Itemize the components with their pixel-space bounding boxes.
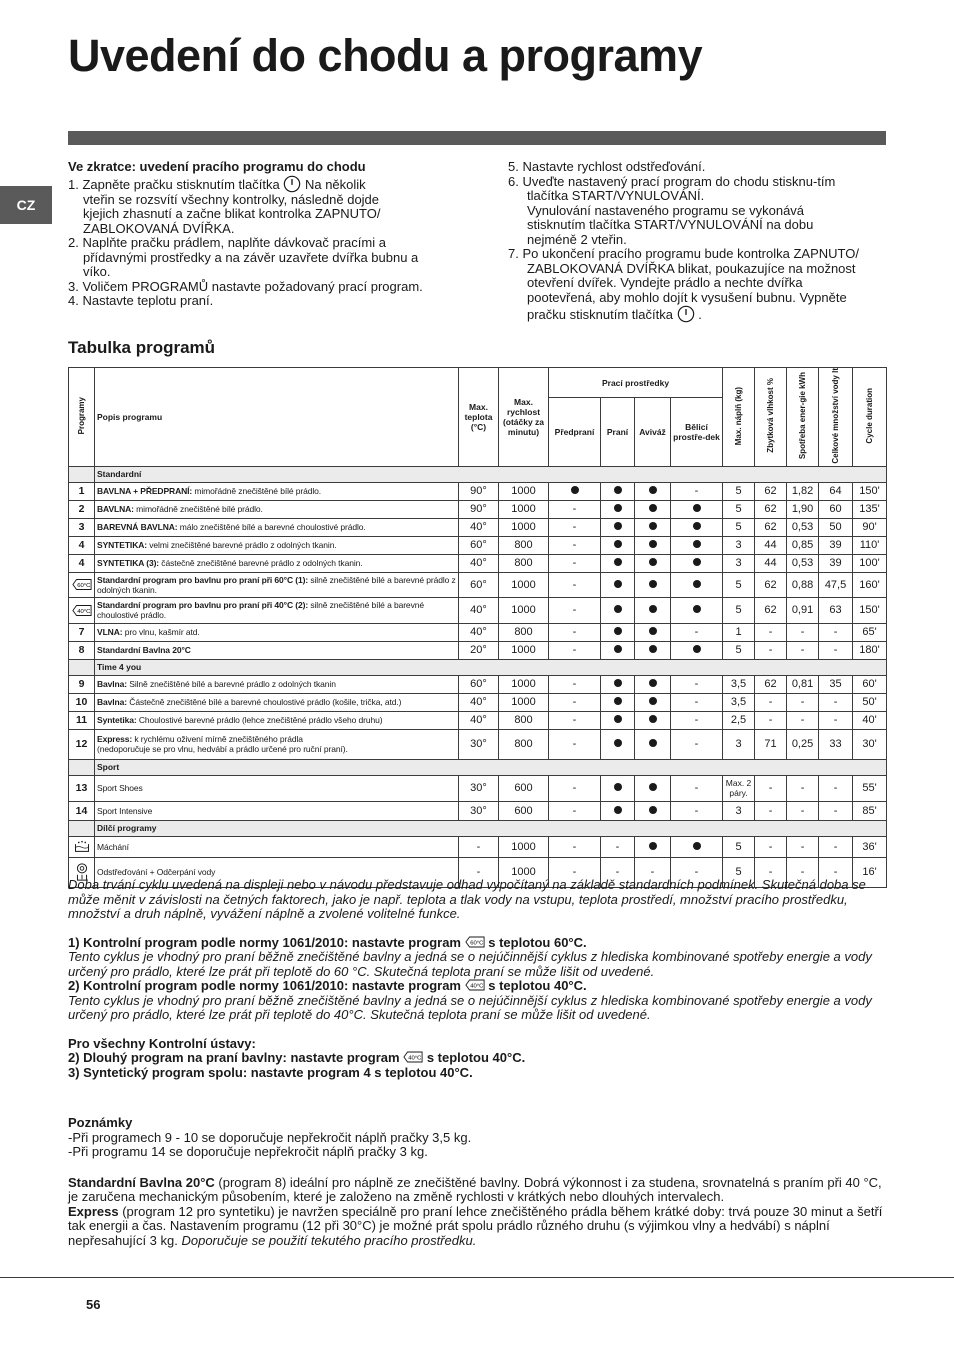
bullet-dot xyxy=(649,806,657,814)
header-bleach: Bělicí prostře-dek xyxy=(671,398,723,466)
bullet-dot xyxy=(649,715,657,723)
table-row: 10 Bavlna: Částečně znečištěné bílé a barevné choulostivé prádlo (košile, trička, atd.) 40° 1000 - - 3,5 - - - 50' xyxy=(69,693,887,711)
header-max-temp: Max. teplota (°C) xyxy=(459,368,499,467)
control-program-2-heading: 2) Kontrolní program podle normy 1061/2010: nastavte program xyxy=(68,978,461,993)
header-energy: Spotřeba ener-gie kWh xyxy=(787,368,819,467)
express-note: Express (program 12 pro syntetiku) je navržen speciálně pro praní lehce znečištěného prádla během krátké doby: trvá pouze 30 minut a šetří tak energii a čas. Nastavením programu (12 při 30°C) je možné prát spolu prádlo různého druhu (s výjimkou vlny a hedvábí) s náplní nepřesahující 3 kg. Doporučuje se použití tekutého pracího prostředku. xyxy=(68,1203,883,1248)
bullet-dot xyxy=(614,679,622,687)
bullet-dot xyxy=(614,697,622,705)
bullet-dot xyxy=(649,540,657,548)
table-row: Odstřeďování + Odčerpání vody - 1000 - - - - 5 - - - 16' xyxy=(69,857,887,887)
power-icon xyxy=(677,305,695,323)
svg-text:40°C: 40°C xyxy=(76,608,90,615)
program-table xyxy=(68,367,887,888)
bullet-dot xyxy=(649,558,657,566)
page-number: 56 xyxy=(86,1297,101,1312)
svg-text:40°C: 40°C xyxy=(408,1055,422,1062)
footer-divider xyxy=(0,1277,954,1278)
intro-right-column: 5. Nastavte rychlost odstřeďování. 6. Uveďte nastavený prací program do chodu stisknu-tím tlačítka START/VYNULOVÁNÍ. Vynulování nastaveného programu se vykonává stisknutím tlačítka START/VYNULOVÁNÍ na dobu nejméně 2 vteřin. 7. Po ukončení pracího programu bude kontrolka ZAPNUTO/ ZABLOKOVANÁ DVÍŘKA blikat, poukazujíce na možnost otevření dvířek. Vyndejte prádlo a nechte dvířka pootevřená, aby mohlo dojít k vysušení bubnu. Vypněte pračku stisknutím tlačítka . xyxy=(508,160,886,323)
remarks-heading: Poznámky xyxy=(68,1115,133,1130)
bullet-dot xyxy=(649,605,657,613)
power-icon xyxy=(283,175,301,193)
table-row: 13 Sport Shoes 30° 600 - - Max. 2 páry. - - - 55' xyxy=(69,775,887,801)
notes-section: Doba trvání cyklu uvedená na displeji nebo v návodu představuje odhad vypočítaný na základě standardních podmínek. Skutečná doba se může měnit v závislosti na četných faktorech, jako je např. teplota a tlak vody na vstupu, teplota prostředí, množství pracího prostředku, množství a druh náplně, vyvážení náplně a zvolené volitelné funkce. 1) Kontrolní program podle normy 1061/2010: nastavte program 60°C s teplotou 60°C. Tento cyklus je vhodný pro praní běžně znečištěné bavlny a jedná se o nejúčinnější cyklus z hlediska kombinované spotřeby energie a vody určený pro prádlo, které lze prát při teplotě do 60 °C. Skutečná teplota praní se může lišit od uvedené. 2) Kontrolní program podle normy 1061/2010: nastavte program 40°C s teplotou 40°C. Tento cyklus je vhodný pro praní běžně znečištěné bavlny a jedná se o nejúčinnější cyklus z hlediska kombinované spotřeby energie a vody určený pro prádlo, které lze prát při teplotě do 40°C. Skutečná teplota praní se může lišit od uvedené. Pro všechny Kontrolní ústavy: 2) Dlouhý program na praní bavlny: nastavte program 40°C s teplotou 40°C. 3) Syntetický program spolu: nastavte program 4 s teplotou 40°C. Poznámky -Při programech 9 - 10 se doporučuje nepřekročit náplň pračky 3,5 kg. -Při programu 14 se doporučuje nepřekročit náplň pračky 3 kg. Standardní Bavlna 20°C (program 8) ideální pro náplně ze znečištěné bavlny. Dobrá výkonnost i za studena, srovnatelná s praním při 40 °C, je zaručena mechanickým působením, které je založeno na změně rychlosti v krátkých nebo dlouhých intervalech. Express (program 12 pro syntetiku) je navržen speciálně pro praní lehce znečištěného prádla během krátké doby: trvá pouze 30 minut a šetří tak energii a čas. Nastavením programu (12 při 30°C) je možné prát spolu prádlo různého druhu (s výjimkou vlny a hedvábí) s náplní nepřesahující 3 kg. Doporučuje se použití tekutého pracího prostředku. xyxy=(68,878,886,1248)
bullet-dot xyxy=(571,486,579,494)
bullet-dot xyxy=(614,806,622,814)
header-residual-moisture: Zbytková vlhkost % xyxy=(755,368,787,467)
table-row: 40°C Standardní program pro bavlnu pro praní při 40°C (2): silně znečištěné bílé a barevné choulostivé prádlo. 40° 1000 - 5 62 0,91 63 150' xyxy=(69,597,887,623)
section-row: Standardní xyxy=(69,466,887,482)
bullet-dot xyxy=(649,645,657,653)
table-row: 4 SYNTETIKA (3): částečně znečištěné barevné prádlo z odolných tkanin. 40° 800 - 3 44 0,53 39 100' xyxy=(69,554,887,572)
bullet-dot xyxy=(693,842,701,850)
bullet-dot xyxy=(614,783,622,791)
bullet-dot xyxy=(649,679,657,687)
bullet-dot xyxy=(649,580,657,588)
intro-left-column: Ve zkratce: uvedení pracího programu do chodu 1. Zapněte pračku stisknutím tlačítka Na několik vteřin se rozsvítí všechny kontrolky, následně dojde kjejich zhasnutí a začne blikat kontrolka ZAPNUTO/ ZABLOKOVANÁ DVÍŘKA. 2. Naplňte pračku prádlem, naplňte dávkovač pracími a přídavnými prostředky a na závěr uzavřete dvířka bubnu a víko. 3. Voličem PROGRAMŮ nastavte požadovaný prací program. 4. Nastavte teplotu praní. xyxy=(68,160,468,309)
table-row: 14 Sport Intensive 30° 600 - - 3 - - - 85' xyxy=(69,801,887,820)
bullet-dot xyxy=(649,783,657,791)
bullet-dot xyxy=(614,540,622,548)
table-heading: Tabulka programů xyxy=(68,338,216,357)
page-title: Uvedení do chodu a programy xyxy=(68,30,703,81)
bullet-dot xyxy=(614,522,622,530)
table-row: 7 VLNA: pro vlnu, kašmír atd. 40° 800 - - 1 - - - 65' xyxy=(69,623,887,641)
step-7: 7. Po ukončení pracího programu bude kontrolka ZAPNUTO/ xyxy=(508,246,859,261)
header-wash: Praní xyxy=(601,398,635,466)
control-program-2-text: Tento cyklus je vhodný pro praní běžně znečištěné bavlny a jedná se o nejúčinnější cyklus z hlediska kombinované spotřeby energie a vody určený pro prádlo, které lze prát při teplotě do 40°C. Skutečná teplota praní se může lišit od uvedené. xyxy=(68,992,872,1022)
table-row: 8 Standardní Bavlna 20°C 20° 1000 - 5 - - - 180' xyxy=(69,641,887,659)
step-2: 2. Naplňte pračku prádlem, naplňte dávkovač pracími a xyxy=(68,235,386,250)
all-institutes-heading: Pro všechny Kontrolní ústavy: xyxy=(68,1035,256,1051)
title-divider xyxy=(68,131,886,145)
header-cycle-duration: Cycle duration xyxy=(853,368,887,467)
bullet-dot xyxy=(614,645,622,653)
table-row: 9 Bavlna: Silně znečištěné bílé a barevné prádlo z odolných tkanin 60° 1000 - - 3,5 62 0,81 35 60' xyxy=(69,675,887,693)
standard-cotton-note: Standardní Bavlna 20°C (program 8) ideální pro náplně ze znečištěné bavlny. Dobrá výkonnost i za studena, srovnatelná s praním při 40 °C, je zaručena mechanickým působením, které je založeno na změně rychlosti v krátkých nebo dlouhých intervalech. xyxy=(68,1174,882,1204)
bullet-dot xyxy=(693,504,701,512)
bullet-dot xyxy=(614,486,622,494)
step-3: 3. Voličem PROGRAMŮ nastavte požadovaný prací program. xyxy=(68,278,423,294)
step-1: 1. Zapněte pračku stisknutím tlačítka xyxy=(68,176,280,192)
table-row: 60°C Standardní program pro bavlnu pro praní při 60°C (1): silně znečištěné bílé a barevné prádlo z odolných tkanin. 60° 1000 - 5 62 0,88 47,5 160' xyxy=(69,572,887,597)
bullet-dot xyxy=(693,645,701,653)
bullet-dot xyxy=(614,715,622,723)
section-row: Time 4 you xyxy=(69,659,887,675)
table-row: 1 BAVLNA + PŘEDPRANÍ: mimořádně znečištěné bílé prádlo. 90° 1000 - 5 62 1,82 64 150' xyxy=(69,482,887,500)
table-row: Máchání - 1000 - - 5 - - - 36' xyxy=(69,836,887,857)
eco-60-symbol xyxy=(72,578,92,591)
header-water: Celkové množství vody lt xyxy=(819,368,853,467)
svg-text:60°C: 60°C xyxy=(469,940,484,947)
bullet-dot xyxy=(693,605,701,613)
table-row: 4 SYNTETIKA: velmi znečištěné barevné prádlo z odolných tkanin. 60° 800 - 3 44 0,85 39 110' xyxy=(69,536,887,554)
eco-40-symbol xyxy=(465,979,485,991)
bullet-dot xyxy=(649,697,657,705)
bullet-dot xyxy=(693,580,701,588)
control-program-1-text: Tento cyklus je vhodný pro praní běžně znečištěné bavlny a jedná se o nejúčinnější cyklus z hlediska kombinované spotřeby energie a vody určený pro prádlo, které lze prát při teplotě do 60 °C. Skutečná teplota praní se může lišit od uvedené. xyxy=(68,949,872,979)
eco-40-symbol xyxy=(72,604,92,617)
bullet-dot xyxy=(614,739,622,747)
header-max-load: Max. náplň (kg) xyxy=(723,368,755,467)
header-prewash: Předpraní xyxy=(549,398,601,466)
bullet-dot xyxy=(614,627,622,635)
step-4: 4. Nastavte teplotu praní. xyxy=(68,293,214,308)
header-description: Popis programu xyxy=(95,368,459,467)
bullet-dot xyxy=(649,522,657,530)
table-row: 2 BAVLNA: mimořádně znečištěné bílé prádlo. 90° 1000 - 5 62 1,90 60 135' xyxy=(69,500,887,518)
header-detergents: Prací prostředky xyxy=(549,368,723,398)
language-tab: CZ xyxy=(0,186,52,224)
bullet-dot xyxy=(614,558,622,566)
header-max-speed: Max. rychlost (otáčky za minutu) xyxy=(499,368,549,467)
duration-note: Doba trvání cyklu uvedená na displeji nebo v návodu představuje odhad vypočítaný na základě standardních podmínek. Skutečná doba se může měnit v závislosti na četných faktorech, jako je např. teplota a tlak vody na vstupu, teplota prostředí, množství pracího prostředku, množství a druh náplně, vyvážení náplně a zvolené volitelné funkce. xyxy=(68,877,866,921)
bullet-dot xyxy=(614,504,622,512)
bullet-dot xyxy=(649,486,657,494)
intro-heading: Ve zkratce: uvedení pracího programu do chodu xyxy=(68,159,366,174)
eco-40-symbol xyxy=(403,1051,423,1063)
control-program-1-heading: 1) Kontrolní program podle normy 1061/2010: nastavte program xyxy=(68,934,461,950)
table-row: 3 BAREVNÁ BAVLNA: málo znečištěné bílé a barevné choulostivé prádlo. 40° 1000 - 5 62 0,53 50 90' xyxy=(69,518,887,536)
step-5: 5. Nastavte rychlost odstřeďování. xyxy=(508,159,706,174)
table-row: 11 Syntetika: Choulostivé barevné prádlo (lehce znečištěné prádlo všeho druhu) 40° 800 - - 2,5 - - - 40' xyxy=(69,711,887,729)
section-row: Dílčí programy xyxy=(69,820,887,836)
bullet-dot xyxy=(693,558,701,566)
header-programs: Programy xyxy=(69,368,95,467)
bullet-dot xyxy=(649,739,657,747)
svg-text:40°C: 40°C xyxy=(469,983,484,990)
step-6: 6. Uveďte nastavený prací program do chodu stisknu-tím xyxy=(508,173,836,189)
rinse-icon xyxy=(72,840,92,853)
bullet-dot xyxy=(693,540,701,548)
section-row: Sport xyxy=(69,759,887,775)
bullet-dot xyxy=(649,627,657,635)
table-row: 12 Express: k rychlému oživení mírně znečištěného prádla (nedoporučuje se pro vlnu, hedvábí a prádlo určené pro ruční praní). 30° 800 - - 3 71 0,25 33 30' xyxy=(69,729,887,759)
bullet-dot xyxy=(693,522,701,530)
bullet-dot xyxy=(649,504,657,512)
header-softener: Aviváž xyxy=(635,398,671,466)
bullet-dot xyxy=(614,580,622,588)
bullet-dot xyxy=(649,842,657,850)
step-1-cont: Na několik xyxy=(304,176,366,192)
svg-text:60°C: 60°C xyxy=(76,583,90,590)
bullet-dot xyxy=(614,605,622,613)
eco-60-symbol xyxy=(465,936,485,948)
